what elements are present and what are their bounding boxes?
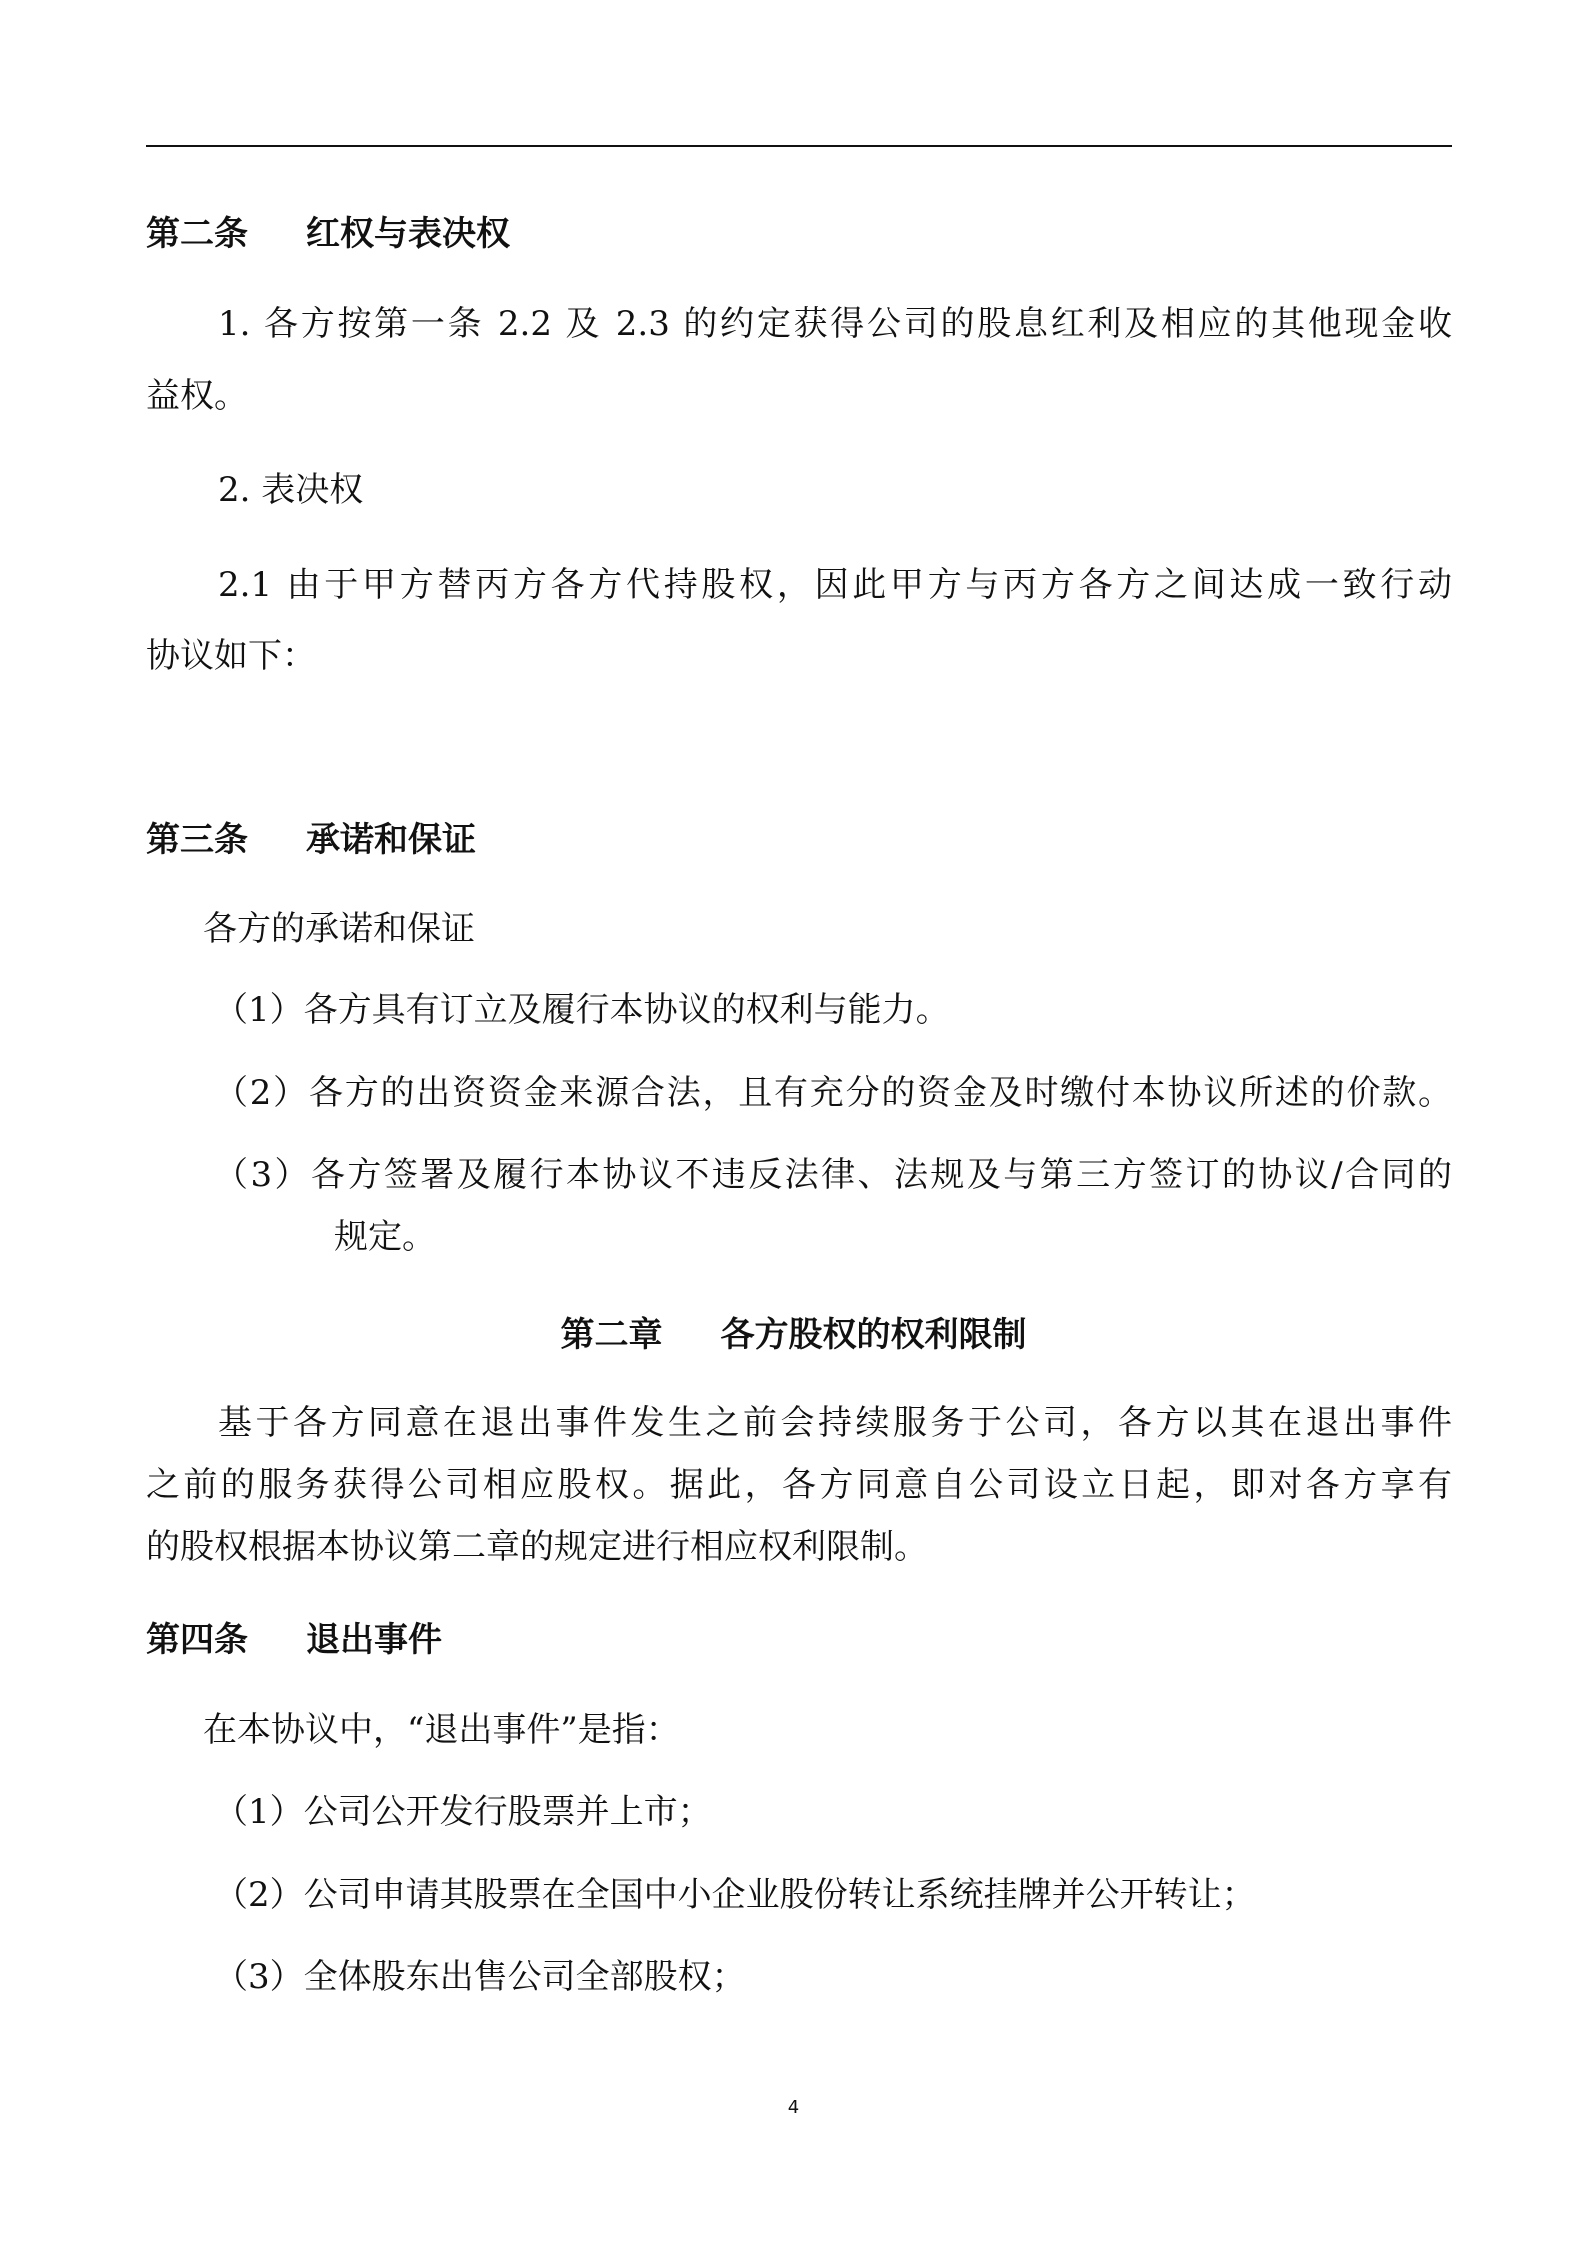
- article-3-number: 第三条: [146, 820, 248, 860]
- article-2-para-3-line-1: 2.1 由于甲方替丙方各方代持股权，因此甲方与丙方各方之间达成一致行动: [218, 565, 1452, 605]
- chapter-2-number: 第二章: [560, 1315, 663, 1355]
- article-2-title: 红权与表决权: [306, 214, 510, 254]
- article-4-item-2: （2）公司申请其股票在全国中小企业股份转让系统挂牌并公开转让；: [214, 1875, 1256, 1915]
- article-2-para-1-line-2: 益权。: [146, 376, 248, 416]
- article-2-heading: [146, 212, 510, 256]
- header-rule: [146, 145, 1452, 147]
- article-4-heading: [146, 1618, 442, 1662]
- chapter-2-para-line-3: 的股权根据本协议第二章的规定进行相应权利限制。: [146, 1527, 928, 1567]
- article-4-item-1: （1）公司公开发行股票并上市；: [214, 1792, 712, 1832]
- article-3-item-3-line-2: 规定。: [334, 1217, 436, 1257]
- article-4-item-3: （3）全体股东出售公司全部股权；: [214, 1957, 746, 1997]
- article-3-item-2: （2）各方的出资资金来源合法，且有充分的资金及时缴付本协议所述的价款。: [214, 1073, 1452, 1113]
- chapter-2-para-line-1: 基于各方同意在退出事件发生之前会持续服务于公司，各方以其在退出事件: [218, 1403, 1452, 1443]
- chapter-2-title: 各方股权的权利限制: [720, 1315, 1027, 1355]
- article-4-number: 第四条: [146, 1620, 248, 1660]
- article-3-item-3-line-1: （3）各方签署及履行本协议不违反法律、法规及与第三方签订的协议/合同的: [214, 1155, 1452, 1195]
- article-2-para-3-line-2: 协议如下：: [146, 636, 316, 676]
- article-2-para-2: 2. 表决权: [218, 470, 364, 510]
- article-4-title: 退出事件: [306, 1620, 442, 1660]
- article-2-para-1-line-1: 1. 各方按第一条 2.2 及 2.3 的约定获得公司的股息红利及相应的其他现金收: [218, 304, 1452, 344]
- article-3-intro: 各方的承诺和保证: [203, 909, 475, 949]
- page-number: 4: [787, 2097, 800, 2118]
- article-3-item-1: （1）各方具有订立及履行本协议的权利与能力。: [214, 990, 950, 1030]
- article-2-number: 第二条: [146, 214, 248, 254]
- chapter-2-para-line-2: 之前的服务获得公司相应股权。据此，各方同意自公司设立日起，即对各方享有: [146, 1465, 1452, 1505]
- article-3-title: 承诺和保证: [306, 820, 476, 860]
- article-4-intro: 在本协议中，“退出事件”是指：: [203, 1710, 680, 1750]
- article-3-heading: [146, 818, 476, 862]
- chapter-2-heading: [0, 1313, 1587, 1357]
